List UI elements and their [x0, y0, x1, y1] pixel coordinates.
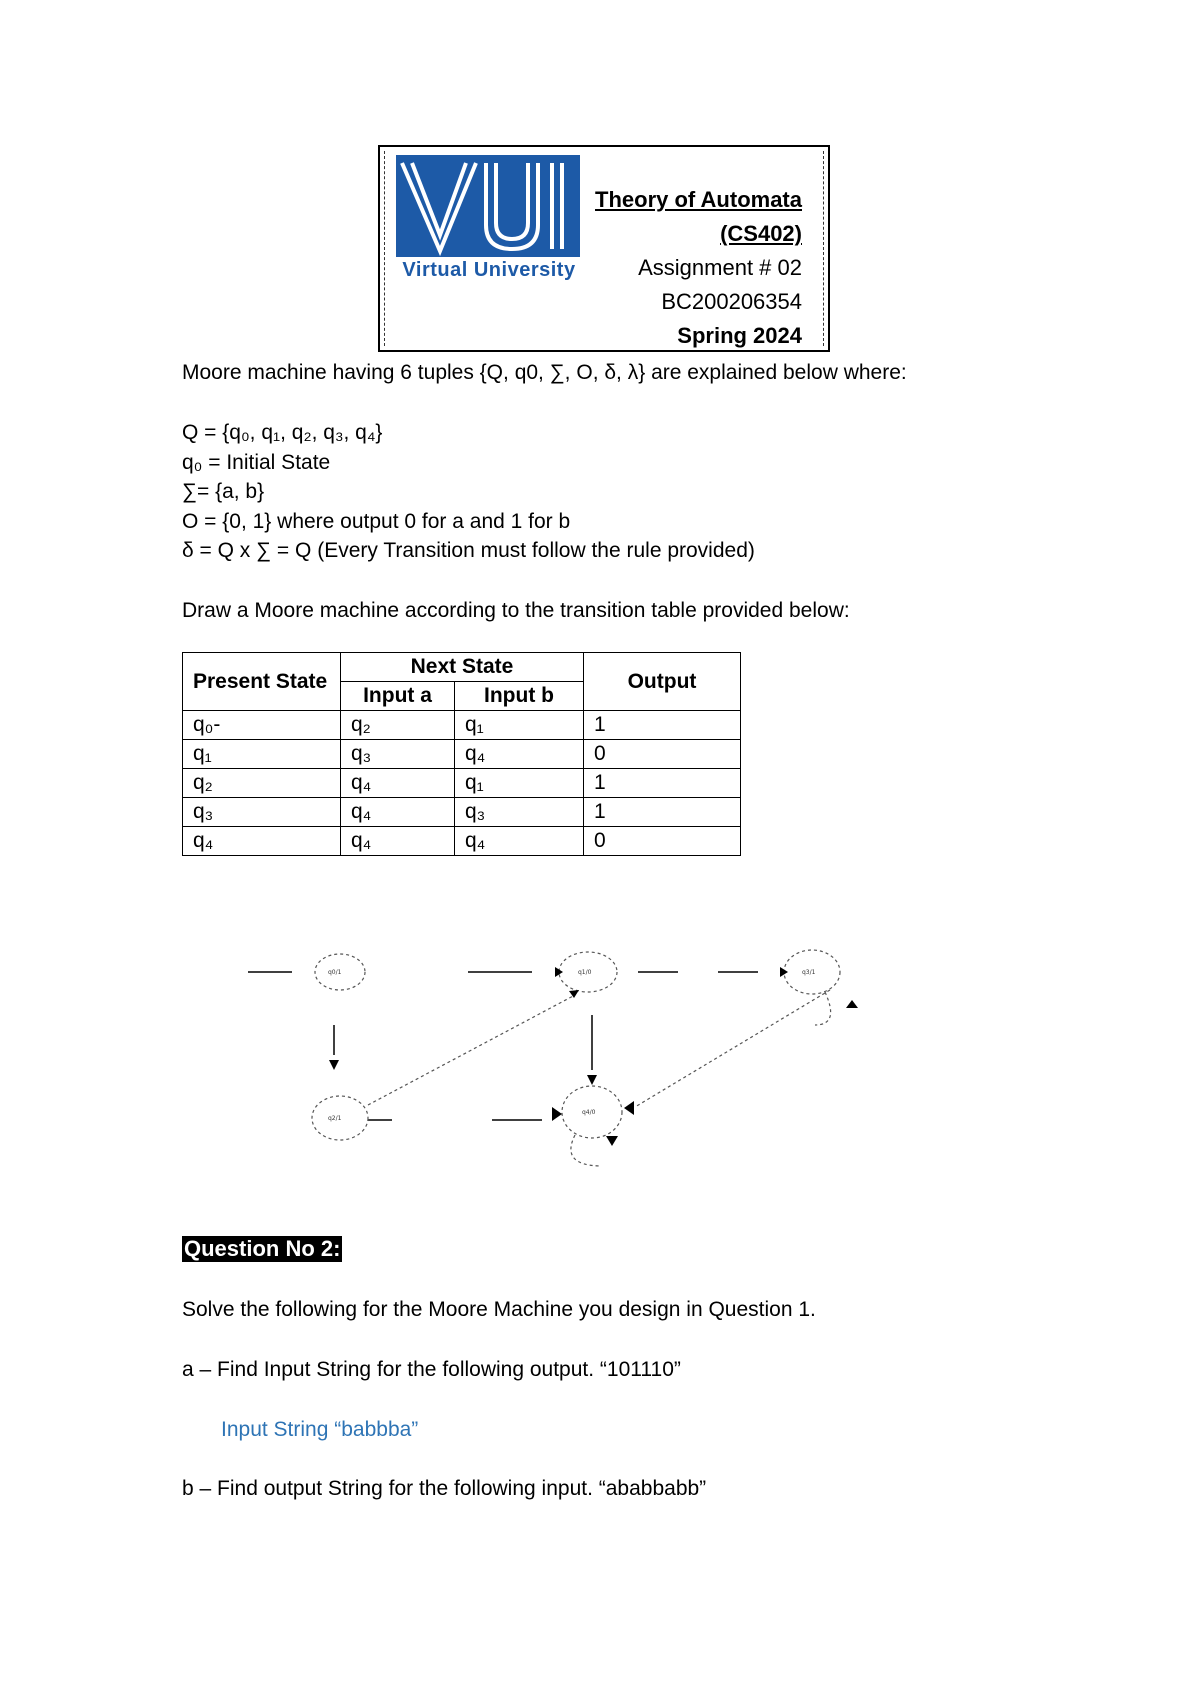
student-id: BC200206354 [661, 289, 802, 314]
col-output: Output [584, 653, 741, 711]
state-label: q2/1 [328, 1115, 342, 1122]
def-delta: δ = Q x ∑ = Q (Every Transition must follow the rule provided) [182, 539, 755, 562]
def-q0: q₀ = Initial State [182, 450, 331, 474]
course-code: (CS402) [720, 221, 802, 246]
arrowhead [552, 1107, 562, 1121]
state-label: q0/1 [328, 969, 342, 976]
question-2-part-b: b – Find output String for the following input. “ababbabb” [182, 1477, 707, 1500]
def-output: O = {0, 1} where output 0 for a and 1 for b [182, 509, 571, 533]
table-row: q₀- q₂ q₁ 1 [183, 711, 741, 740]
table-row: q₁ q₃ q₄ 0 [183, 740, 741, 769]
transition-table [182, 652, 741, 856]
edge-q2-q1 [368, 995, 575, 1105]
header-box [378, 145, 830, 352]
arrowhead [780, 967, 788, 977]
moore-machine-diagram [230, 930, 930, 1170]
col-input-a: Input a [341, 682, 455, 711]
answer-a: Input String “babbba” [221, 1418, 419, 1441]
header-info [595, 183, 802, 353]
state-label: q4/0 [582, 1109, 596, 1116]
table-row: q₄ q₄ q₄ 0 [183, 827, 741, 856]
edge-q3-q4 [635, 990, 830, 1107]
col-present-state: Present State [183, 653, 341, 711]
col-input-b: Input b [455, 682, 584, 711]
question-2-part-a: a – Find Input String for the following output. “101110” [182, 1358, 681, 1381]
col-next-state: Next State [341, 653, 584, 682]
question-2-title: Question No 2: [184, 1236, 341, 1261]
loop-q4 [571, 1135, 600, 1166]
draw-instruction: Draw a Moore machine according to the transition table provided below: [182, 599, 850, 622]
question-2-instruction: Solve the following for the Moore Machine you design in Question 1. [182, 1298, 816, 1321]
semester: Spring 2024 [677, 323, 802, 348]
definitions [182, 418, 755, 566]
state-label: q1/0 [578, 969, 592, 976]
arrowhead [587, 1075, 597, 1085]
intro-text: Moore machine having 6 tuples {Q, q0, ∑, O, δ, λ} are explained below where: [182, 361, 907, 384]
vu-logo [396, 155, 580, 257]
table-row: q₃ q₄ q₃ 1 [183, 798, 741, 827]
assignment-number: Assignment # 02 [638, 255, 802, 280]
def-sigma: ∑= {a, b} [182, 480, 265, 503]
table-row: q₂ q₄ q₁ 1 [183, 769, 741, 798]
arrowhead [606, 1136, 618, 1146]
logo-caption: Virtual University [402, 259, 576, 281]
course-title: Theory of Automata [595, 187, 802, 212]
state-label: q3/1 [802, 969, 816, 976]
arrowhead [624, 1101, 634, 1115]
arrowhead [329, 1060, 339, 1070]
arrowhead [846, 1000, 858, 1008]
def-q: Q = {q₀, q₁, q₂, q₃, q₄} [182, 421, 383, 444]
vu-logo-icon [396, 155, 580, 257]
table-header-row [183, 653, 741, 682]
